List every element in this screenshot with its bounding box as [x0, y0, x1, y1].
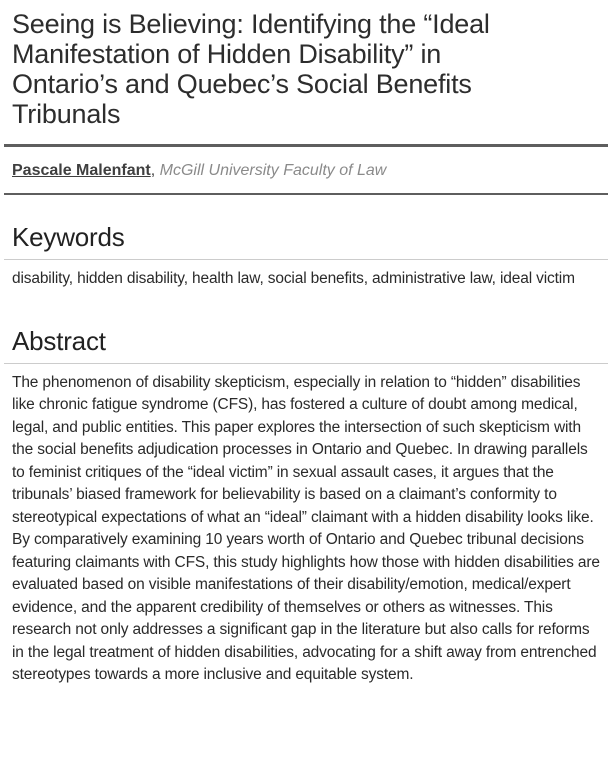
- author-separator: ,: [150, 162, 160, 179]
- author-link[interactable]: Pascale Malenfant: [12, 162, 151, 179]
- divider-below-abstract-heading: [4, 363, 608, 364]
- author-byline: [12, 160, 601, 181]
- divider-below-title: [4, 144, 608, 147]
- article-title: Seeing is Believing: Identifying the “Ideal Manifestation of Hidden Disability” in Ontario’s and Quebec’s Social Benefits Tribunals: [12, 9, 490, 129]
- divider-below-keywords-heading: [4, 259, 608, 260]
- author-affiliation: McGill University Faculty of Law: [159, 162, 387, 179]
- abstract-heading: Abstract: [12, 325, 106, 356]
- abstract-text: The phenomenon of disability skepticism, especially in relation to “hidden” disabilities like chronic fatigue syndrome (CFS), has fostered a culture of doubt among medical, legal, and public entities. This paper explores the intersection of such skepticism with the social benefits adjudication processes in Ontario and Quebec. In drawing parallels to feminist critiques of the “ideal victim” in sexual assault cases, it argues that the tribunals’ biased framework for believability is based on a claimant’s conformity to stereotypical expectations of what an “ideal” claimant with a hidden disability looks like. By comparatively examining 10 years worth of Ontario and Quebec tribunal decisions featuring claimants with CFS, this study highlights how those with hidden disabilities are evaluated based on visible manifestations of their disability/emotion, medical/expert evidence, and the apparent credibility of themselves or others as witnesses. This research not only addresses a significant gap in the literature but also calls for reforms in the legal treatment of hidden disabilities, advocating for a shift away from entrenched stereotypes towards a more inclusive and equitable system.: [12, 373, 600, 683]
- keywords-text: disability, hidden disability, health law, social benefits, administrative law, ideal victim: [12, 270, 575, 287]
- article-page: [0, 9, 613, 766]
- keywords-heading: Keywords: [12, 222, 125, 252]
- divider-below-author: [4, 193, 608, 195]
